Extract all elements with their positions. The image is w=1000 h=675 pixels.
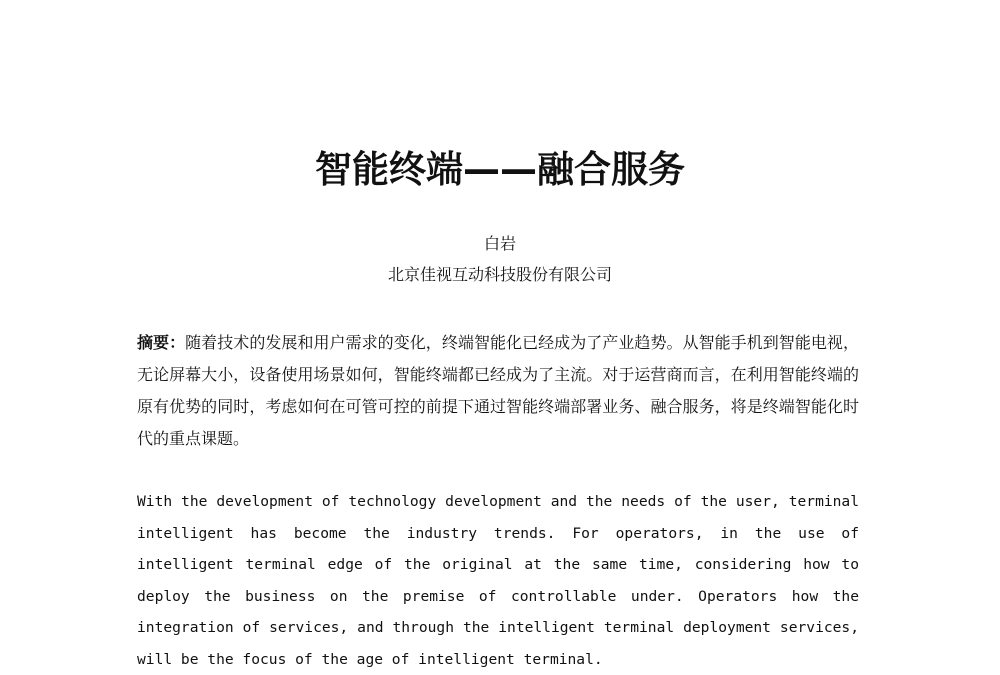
abstract-label: 摘要： bbox=[137, 333, 186, 352]
abstract-chinese-text: 随着技术的发展和用户需求的变化，终端智能化已经成为了产业趋势。从智能手机到智能电视，无论屏幕大小，设备使用场景如何，智能终端都已经成为了主流。对于运营商而言，在利用智能终端的原有优势的同时，考虑如何在可管可控的前提下通过智能终端部署业务、融合服务，将是终端智能化时代的重点课题。 bbox=[137, 333, 859, 448]
paper-affiliation: 北京佳视互动科技股份有限公司 bbox=[387, 265, 612, 284]
paper-author: 白岩 bbox=[483, 234, 516, 253]
abstract-chinese bbox=[137, 327, 859, 455]
paper-title: 智能终端——融合服务 bbox=[315, 148, 685, 191]
abstract-english: With the development of technology development and the needs of the user, terminal intelligent has become the industry trends. For operators, in the use of intelligent terminal edge of the original at the same time, considering how to deploy the business on the premise of controllable under. Operators how the integration of services, and through the intelligent terminal deployment services, will be the focus of the age of intelligent terminal. bbox=[137, 493, 859, 668]
